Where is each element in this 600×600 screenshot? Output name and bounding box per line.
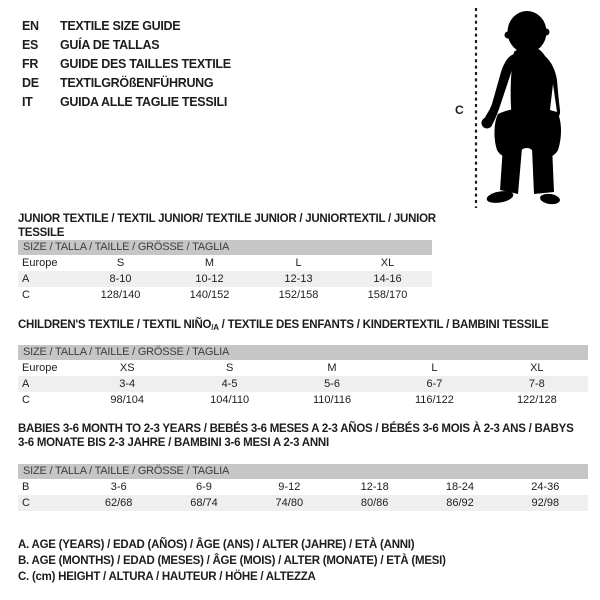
baby-silhouette-icon xyxy=(482,11,562,205)
row-label: C xyxy=(22,497,30,509)
age-cell: 18-24 xyxy=(445,481,475,493)
language-row xyxy=(22,17,231,36)
language-row xyxy=(22,93,231,112)
table-row xyxy=(18,287,432,303)
row-label: A xyxy=(22,273,30,285)
language-label: GUÍA DE TALLAS xyxy=(60,38,160,52)
row-label: C xyxy=(22,289,30,301)
table-row xyxy=(18,392,588,408)
size-cell: XL xyxy=(380,257,395,269)
section-title-junior: JUNIOR TEXTILE / TEXTIL JUNIOR/ TEXTILE JUNIOR / JUNIORTEXTIL / JUNIOR TESSILE xyxy=(18,213,436,239)
height-cell: 110/116 xyxy=(312,394,352,406)
height-cell: 104/110 xyxy=(210,394,250,406)
age-cell: 12-13 xyxy=(284,273,313,285)
legend-line-c: C. (cm) HEIGHT / ALTURA / HAUTEUR / HÖHE / ALTEZZA xyxy=(18,571,316,583)
height-cell: 152/158 xyxy=(278,289,319,301)
height-cell: 86/92 xyxy=(446,497,474,509)
language-row xyxy=(22,55,231,74)
title-text: CHILDREN'S TEXTILE / TEXTIL NIÑO xyxy=(18,319,212,331)
age-cell: 7-8 xyxy=(528,378,545,390)
age-cell: 6-7 xyxy=(426,378,443,390)
age-cell: 14-16 xyxy=(373,273,402,285)
legend-line-b: B. AGE (MONTHS) / EDAD (MESES) / ÂGE (MOIS) / ALTER (MONATE) / ETÀ (MESI) xyxy=(18,555,446,567)
size-cell: S xyxy=(225,362,234,374)
title-subscript: /A xyxy=(211,323,219,332)
age-cell: 12-18 xyxy=(360,481,389,493)
size-figure xyxy=(470,6,572,212)
table-row xyxy=(18,271,432,287)
size-cell: S xyxy=(116,257,125,269)
height-cell: 62/68 xyxy=(104,497,133,509)
language-row xyxy=(22,74,231,93)
size-cell: L xyxy=(295,257,302,269)
age-cell: 9-12 xyxy=(278,481,301,493)
size-cell: M xyxy=(327,362,337,374)
row-label: C xyxy=(22,394,30,406)
language-label: TEXTILGRÖßENFÜHRUNG xyxy=(60,76,214,90)
language-label: GUIDE DES TAILLES TEXTILE xyxy=(60,57,231,71)
table-row xyxy=(18,360,588,376)
height-label-c: C xyxy=(455,103,464,117)
height-cell: 140/152 xyxy=(189,289,230,301)
height-cell: 98/104 xyxy=(110,394,145,406)
title-text: / TEXTILE DES ENFANTS / KINDERTEXTIL / BAMBINI TESSILE xyxy=(218,319,549,331)
table-header-bar: SIZE / TALLA / TAILLE / GRÖSSE / TAGLIA xyxy=(18,464,588,479)
children-size-table xyxy=(18,345,588,408)
babies-size-table xyxy=(18,464,588,511)
table-row xyxy=(18,255,432,271)
language-code: EN xyxy=(22,19,39,33)
language-code: DE xyxy=(22,76,39,90)
table-row xyxy=(18,479,588,495)
table-header-bar: SIZE / TALLA / TAILLE / GRÖSSE / TAGLIA xyxy=(18,345,588,360)
age-cell: 6-9 xyxy=(196,481,212,493)
section-title-children xyxy=(18,319,593,335)
language-label: TEXTILE SIZE GUIDE xyxy=(60,19,181,33)
size-cell: M xyxy=(204,257,215,269)
row-label: Europe xyxy=(22,362,58,374)
row-label: A xyxy=(22,378,30,390)
height-cell: 68/74 xyxy=(190,497,218,509)
age-cell: 10-12 xyxy=(195,273,224,285)
language-list xyxy=(22,17,231,112)
height-cell: 92/98 xyxy=(531,497,560,509)
language-code: IT xyxy=(22,95,33,109)
height-cell: 122/128 xyxy=(516,394,557,406)
table-header-bar: SIZE / TALLA / TAILLE / GRÖSSE / TAGLIA xyxy=(18,240,432,255)
language-code: FR xyxy=(22,57,39,71)
height-cell: 74/80 xyxy=(275,497,304,509)
legend-line-a: A. AGE (YEARS) / EDAD (AÑOS) / ÂGE (ANS) / ALTER (JAHRE) / ETÀ (ANNI) xyxy=(18,539,415,551)
size-cell: L xyxy=(431,362,438,374)
size-cell: XS xyxy=(119,362,135,374)
height-cell: 116/122 xyxy=(414,394,454,406)
age-cell: 5-6 xyxy=(324,378,340,390)
size-cell: XL xyxy=(530,362,544,374)
language-label: GUIDA ALLE TAGLIE TESSILI xyxy=(60,95,228,109)
row-label: Europe xyxy=(22,257,58,269)
height-cell: 128/140 xyxy=(100,289,141,301)
age-cell: 24-36 xyxy=(531,481,560,493)
age-cell: 8-10 xyxy=(109,273,132,285)
junior-size-table xyxy=(18,240,432,303)
age-cell: 3-4 xyxy=(119,378,136,390)
measurement-legend xyxy=(18,537,446,585)
height-cell: 80/86 xyxy=(360,497,389,509)
section-title-babies: BABIES 3-6 MONTH TO 2-3 YEARS / BEBÉS 3-6 MESES A 2-3 AÑOS / BÉBÉS 3-6 MOIS À 2-3 ANS / BABYS 3-6 MONATE BIS 2-3 JAHRE / BAMBINI 3-6 MESI A 2-3 ANNI xyxy=(18,423,574,449)
table-row xyxy=(18,376,588,392)
row-label: B xyxy=(22,481,30,493)
age-cell: 4-5 xyxy=(221,378,238,390)
age-cell: 3-6 xyxy=(110,481,127,493)
language-code: ES xyxy=(22,38,39,52)
language-row xyxy=(22,36,231,55)
height-cell: 158/170 xyxy=(367,289,408,301)
table-row xyxy=(18,495,588,511)
